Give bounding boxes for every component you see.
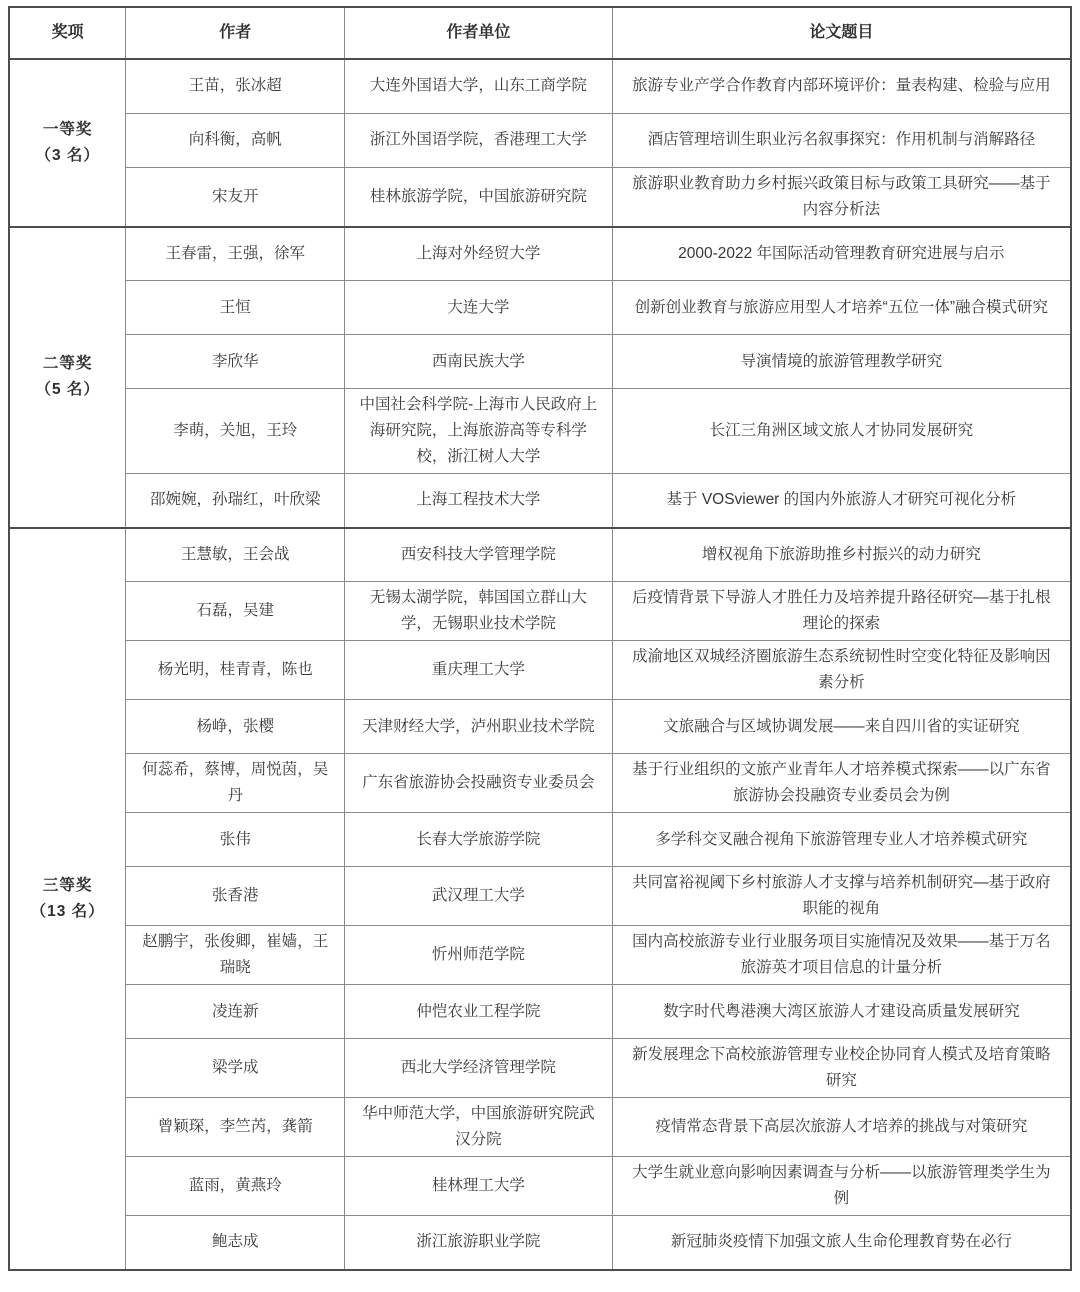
table-row: [9, 281, 1071, 335]
affiliation-cell: 仲恺农业工程学院: [345, 985, 613, 1039]
affiliation-cell: 中国社会科学院-上海市人民政府上海研究院，上海旅游高等专科学校，浙江树人大学: [345, 389, 613, 474]
authors-cell: 宋友开: [126, 167, 345, 227]
table-row: [9, 926, 1071, 985]
table-row: [9, 59, 1071, 113]
authors-cell: 赵鹏宇，张俊卿，崔嫱，王瑞晓: [126, 926, 345, 985]
authors-cell: 李欣华: [126, 335, 345, 389]
award-group-second-prize: [9, 227, 126, 528]
table-row: [9, 113, 1071, 167]
column-header-affiliation: 作者单位: [345, 7, 613, 59]
award-name: 一等奖: [42, 120, 93, 138]
affiliation-cell: 大连外国语大学，山东工商学院: [345, 59, 613, 113]
authors-cell: 王苗，张冰超: [126, 59, 345, 113]
table-row: [9, 1216, 1071, 1270]
authors-cell: 梁学成: [126, 1039, 345, 1098]
authors-cell: 李萌，关旭，王玲: [126, 389, 345, 474]
paper-title-cell: 国内高校旅游专业行业服务项目实施情况及效果——基于万名旅游英才项目信息的计量分析: [612, 926, 1071, 985]
paper-title-cell: 导演情境的旅游管理教学研究: [612, 335, 1071, 389]
table-row: [9, 389, 1071, 474]
table-row: [9, 582, 1071, 641]
award-count: （5 名）: [35, 381, 100, 398]
paper-title-cell: 新发展理念下高校旅游管理专业校企协同育人模式及培育策略研究: [612, 1039, 1071, 1098]
affiliation-cell: 西南民族大学: [345, 335, 613, 389]
affiliation-cell: 华中师范大学，中国旅游研究院武汉分院: [345, 1098, 613, 1157]
paper-title-cell: 基于行业组织的文旅产业青年人才培养模式探索——以广东省旅游协会投融资专业委员会为例: [612, 754, 1071, 813]
affiliation-cell: 广东省旅游协会投融资专业委员会: [345, 754, 613, 813]
authors-cell: 张香港: [126, 867, 345, 926]
authors-cell: 王慧敏，王会战: [126, 528, 345, 582]
table-row: [9, 1098, 1071, 1157]
affiliation-cell: 长春大学旅游学院: [345, 813, 613, 867]
table-row: [9, 1039, 1071, 1098]
affiliation-cell: 桂林旅游学院，中国旅游研究院: [345, 167, 613, 227]
table-row: [9, 813, 1071, 867]
paper-title-cell: 多学科交叉融合视角下旅游管理专业人才培养模式研究: [612, 813, 1071, 867]
affiliation-cell: 天津财经大学，泸州职业技术学院: [345, 700, 613, 754]
table-row: [9, 167, 1071, 227]
table-row: [9, 528, 1071, 582]
paper-title-cell: 创新创业教育与旅游应用型人才培养“五位一体”融合模式研究: [612, 281, 1071, 335]
table-row: [9, 641, 1071, 700]
authors-cell: 凌连新: [126, 985, 345, 1039]
award-count: （3 名）: [35, 146, 100, 164]
table-row: [9, 335, 1071, 389]
table-row: [9, 227, 1071, 281]
award-name: 三等奖: [42, 876, 93, 894]
table-row: [9, 867, 1071, 926]
affiliation-cell: 浙江外国语学院，香港理工大学: [345, 113, 613, 167]
paper-title-cell: 酒店管理培训生职业污名叙事探究：作用机制与消解路径: [612, 113, 1071, 167]
table-row: [9, 700, 1071, 754]
paper-title-cell: 基于 VOSviewer 的国内外旅游人才研究可视化分析: [612, 474, 1071, 528]
column-header-award: 奖项: [9, 7, 126, 59]
paper-title-cell: 后疫情背景下导游人才胜任力及培养提升路径研究—基于扎根理论的探索: [612, 582, 1071, 641]
affiliation-cell: 重庆理工大学: [345, 641, 613, 700]
authors-cell: 张伟: [126, 813, 345, 867]
authors-cell: 曾颖琛，李竺芮，龚箭: [126, 1098, 345, 1157]
affiliation-cell: 上海工程技术大学: [345, 474, 613, 528]
header-row: [9, 7, 1071, 59]
column-header-authors: 作者: [126, 7, 345, 59]
authors-cell: 石磊，吴建: [126, 582, 345, 641]
paper-title-cell: 疫情常态背景下高层次旅游人才培养的挑战与对策研究: [612, 1098, 1071, 1157]
affiliation-cell: 桂林理工大学: [345, 1157, 613, 1216]
paper-title-cell: 2000-2022 年国际活动管理教育研究进展与启示: [612, 227, 1071, 281]
affiliation-cell: 无锡太湖学院，韩国国立群山大学，无锡职业技术学院: [345, 582, 613, 641]
affiliation-cell: 上海对外经贸大学: [345, 227, 613, 281]
authors-cell: 蓝雨，黄燕玲: [126, 1157, 345, 1216]
affiliation-cell: 西安科技大学管理学院: [345, 528, 613, 582]
affiliation-cell: 忻州师范学院: [345, 926, 613, 985]
authors-cell: 邵婉婉，孙瑞红，叶欣梁: [126, 474, 345, 528]
authors-cell: 王恒: [126, 281, 345, 335]
award-name: 二等奖: [42, 355, 93, 372]
table-row: [9, 474, 1071, 528]
paper-title-cell: 旅游职业教育助力乡村振兴政策目标与政策工具研究——基于内容分析法: [612, 167, 1071, 227]
affiliation-cell: 浙江旅游职业学院: [345, 1216, 613, 1270]
authors-cell: 向科衡，高帆: [126, 113, 345, 167]
paper-title-cell: 文旅融合与区域协调发展——来自四川省的实证研究: [612, 700, 1071, 754]
affiliation-cell: 武汉理工大学: [345, 867, 613, 926]
paper-title-cell: 长江三角洲区域文旅人才协同发展研究: [612, 389, 1071, 474]
paper-title-cell: 数字时代粤港澳大湾区旅游人才建设高质量发展研究: [612, 985, 1071, 1039]
affiliation-cell: 西北大学经济管理学院: [345, 1039, 613, 1098]
table-row: [9, 1157, 1071, 1216]
paper-title-cell: 旅游专业产学合作教育内部环境评价：量表构建、检验与应用: [612, 59, 1071, 113]
paper-title-cell: 大学生就业意向影响因素调查与分析——以旅游管理类学生为例: [612, 1157, 1071, 1216]
awards-table: [8, 6, 1072, 1271]
affiliation-cell: 大连大学: [345, 281, 613, 335]
authors-cell: 杨光明，桂青青，陈也: [126, 641, 345, 700]
paper-title-cell: 共同富裕视阈下乡村旅游人才支撑与培养机制研究—基于政府职能的视角: [612, 867, 1071, 926]
award-count: （13 名）: [30, 902, 105, 920]
authors-cell: 何蕊希，蔡博，周悦茵，吴丹: [126, 754, 345, 813]
award-group-first-prize: [9, 59, 126, 227]
column-header-paper-title: 论文题目: [612, 7, 1071, 59]
paper-title-cell: 成渝地区双城经济圈旅游生态系统韧性时空变化特征及影响因素分析: [612, 641, 1071, 700]
award-group-third-prize: [9, 528, 126, 1270]
paper-title-cell: 新冠肺炎疫情下加强文旅人生命伦理教育势在必行: [612, 1216, 1071, 1270]
authors-cell: 鲍志成: [126, 1216, 345, 1270]
authors-cell: 杨峥，张樱: [126, 700, 345, 754]
table-row: [9, 985, 1071, 1039]
authors-cell: 王春雷，王强，徐军: [126, 227, 345, 281]
table-row: [9, 754, 1071, 813]
paper-title-cell: 增权视角下旅游助推乡村振兴的动力研究: [612, 528, 1071, 582]
